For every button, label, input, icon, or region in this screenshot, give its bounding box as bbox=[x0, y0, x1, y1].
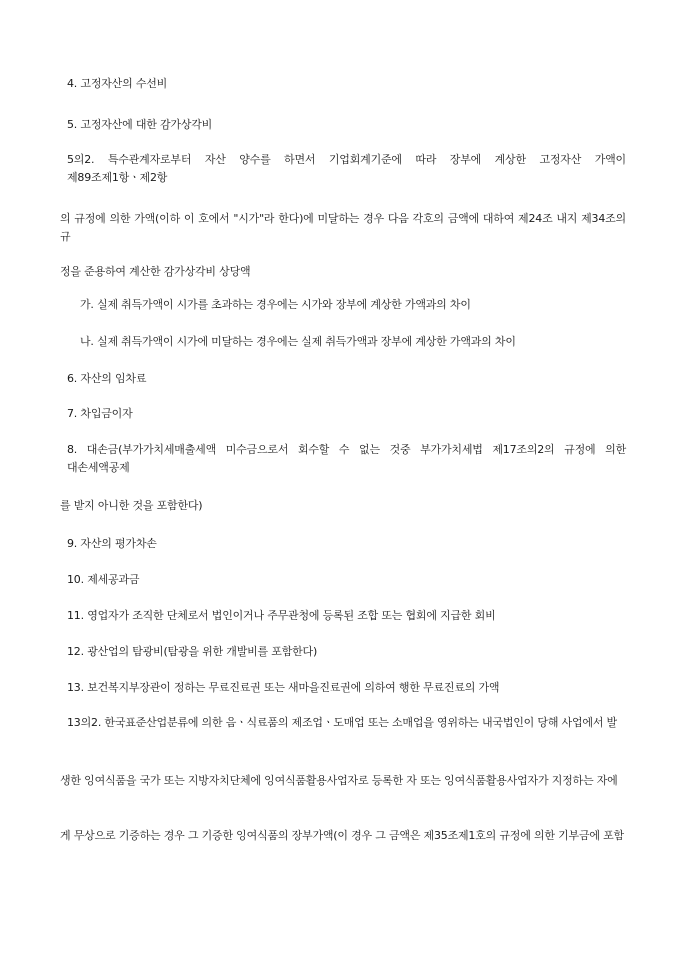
item-13-2-part3: 게 무상으로 기증하는 경우 그 기증한 잉여식품의 장부가액(이 경우 그 금액은 제35조제1호의 규정에 의한 기부금에 포함 bbox=[60, 829, 624, 842]
item-5-2-part1: 5의2. 특수관계자로부터 자산 양수를 하면서 기업회계기준에 따라 장부에 계상한 고정자산 가액이 제89조제1항ㆍ제2항 bbox=[67, 153, 626, 184]
item-8-part1: 8. 대손금(부가가치세매출세액 미수금으로서 회수할 수 없는 것중 부가가치세법 제17조의2의 규정에 의한 대손세액공제 bbox=[67, 443, 626, 474]
item-7: 7. 차입금이자 bbox=[67, 407, 133, 420]
subitem-na: 나. 실제 취득가액이 시가에 미달하는 경우에는 실제 취득가액과 장부에 계상한 가액과의 차이 bbox=[80, 335, 516, 348]
item-9: 9. 자산의 평가차손 bbox=[67, 537, 157, 550]
item-10: 10. 제세공과금 bbox=[67, 573, 140, 586]
item-12: 12. 광산업의 탐광비(탐광을 위한 개발비를 포함한다) bbox=[67, 645, 318, 658]
item-6: 6. 자산의 임차료 bbox=[67, 372, 147, 385]
item-11: 11. 영업자가 조직한 단체로서 법인이거나 주무관청에 등록된 조합 또는 협회에 지급한 회비 bbox=[67, 609, 496, 622]
subitem-ga: 가. 실제 취득가액이 시가를 초과하는 경우에는 시가와 장부에 계상한 가액과의 차이 bbox=[80, 298, 471, 311]
item-4: 4. 고정자산의 수선비 bbox=[67, 77, 168, 90]
item-13-2-part1: 13의2. 한국표준산업분류에 의한 음ㆍ식료품의 제조업ㆍ도매업 또는 소매업을 영위하는 내국법인이 당해 사업에서 발 bbox=[67, 716, 617, 729]
item-13: 13. 보건복지부장관이 정하는 무료진료권 또는 새마을진료권에 의하여 행한 무료진료의 가액 bbox=[67, 681, 500, 694]
item-5-2-part2: 의 규정에 의한 가액(이하 이 호에서 "시가"라 한다)에 미달하는 경우 다음 각호의 금액에 대하여 제24조 내지 제34조의 규 bbox=[60, 212, 626, 243]
item-8-part2: 를 받지 아니한 것을 포함한다) bbox=[60, 499, 203, 512]
item-5-2-part3: 정을 준용하여 계산한 감가상각비 상당액 bbox=[60, 265, 251, 278]
item-5: 5. 고정자산에 대한 감가상각비 bbox=[67, 118, 213, 131]
item-13-2-part2: 생한 잉여식품을 국가 또는 지방자치단체에 잉여식품활용사업자로 등록한 자 또는 잉여식품활용사업자가 지정하는 자에 bbox=[60, 774, 618, 787]
